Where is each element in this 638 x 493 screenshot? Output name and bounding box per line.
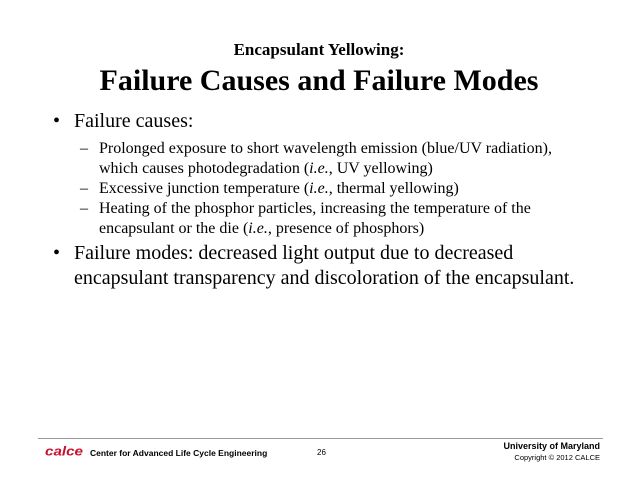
text-run: Excessive junction temperature ( bbox=[99, 180, 310, 197]
svg-text:calce: calce bbox=[45, 444, 84, 458]
bullet-failure-modes bbox=[53, 242, 613, 292]
sub-bullet-line: Prolonged exposure to short wavelength emission (blue/UV radiation), bbox=[99, 140, 552, 157]
bullet-dot: • bbox=[53, 110, 61, 132]
bullet-text: encapsulant transparency and discoloration of the encapsulant. bbox=[74, 267, 575, 289]
text-run: encapsulant or the die ( bbox=[99, 220, 249, 237]
footer-university: University of Maryland bbox=[503, 441, 600, 451]
sub-bullet-dash: – bbox=[80, 180, 88, 197]
bullet-text: Failure causes: bbox=[74, 110, 194, 132]
sub-bullet-dash: – bbox=[80, 200, 88, 217]
sub-bullet-line: Heating of the phosphor particles, increasing the temperature of the bbox=[99, 200, 531, 217]
slide-title: Failure Causes and Failure Modes bbox=[99, 64, 539, 97]
text-run: thermal yellowing) bbox=[332, 180, 459, 197]
italic-run: i.e., bbox=[309, 180, 333, 197]
sub-bullet-junction-temperature bbox=[80, 179, 580, 199]
bullet-text: Failure modes: decreased light output due to decreased bbox=[74, 242, 514, 264]
footer-center-name: Center for Advanced Life Cycle Engineering bbox=[90, 448, 268, 458]
sub-bullet-line bbox=[99, 159, 433, 179]
sub-bullet-dash: – bbox=[80, 140, 88, 157]
text-run: which causes photodegradation ( bbox=[99, 160, 310, 177]
text-run: , UV yellowing) bbox=[328, 160, 433, 177]
bullet-dot: • bbox=[53, 242, 61, 264]
sub-bullet-line bbox=[99, 179, 459, 199]
sub-bullet-line bbox=[99, 219, 424, 239]
italic-run: i.e. bbox=[309, 160, 329, 177]
italic-run: i.e. bbox=[248, 220, 268, 237]
footer-copyright: Copyright © 2012 CALCE bbox=[514, 453, 600, 462]
bullet-failure-causes bbox=[53, 110, 613, 133]
calce-logo bbox=[44, 444, 84, 458]
sub-bullet-prolonged-exposure bbox=[80, 139, 580, 179]
slide-subtitle: Encapsulant Yellowing: bbox=[233, 40, 405, 59]
sub-bullet-phosphor-heating bbox=[80, 199, 580, 239]
page-number: 26 bbox=[317, 448, 326, 457]
footer-divider bbox=[38, 438, 603, 439]
text-run: , presence of phosphors) bbox=[267, 220, 425, 237]
